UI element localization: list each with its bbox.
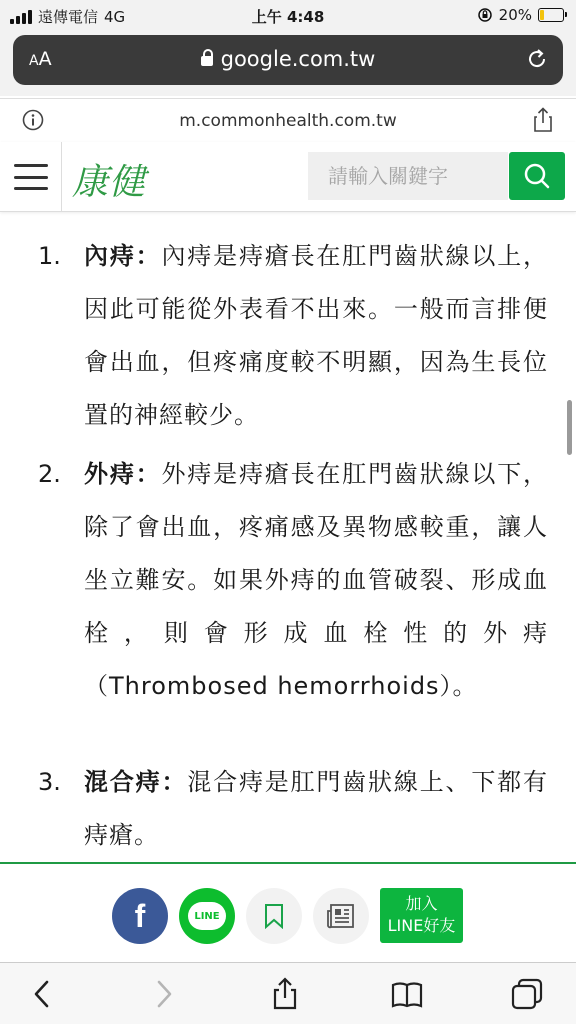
facebook-icon: f	[134, 897, 146, 934]
network-type: 4G	[104, 7, 126, 26]
list-item	[38, 230, 548, 442]
list-body: 內痔是痔瘡長在肛門齒狀線以上，因此可能從外表看不出來。一般而言排便會出血，但疼痛度較不明顯，因為生長位置的神經較少。	[84, 242, 549, 429]
list-number: 1.	[38, 242, 61, 270]
clock: 上午 4:48	[251, 8, 325, 26]
list-term: 外痔：	[84, 460, 162, 488]
lock-icon	[201, 56, 213, 66]
add-line-friend-button[interactable]	[380, 888, 463, 943]
back-icon[interactable]	[26, 977, 60, 1011]
search-input[interactable]	[308, 152, 508, 200]
forward-icon[interactable]	[146, 977, 180, 1011]
share-bar	[0, 862, 576, 962]
bookmark-icon	[263, 903, 285, 929]
battery-icon	[538, 8, 564, 22]
status-bar	[0, 0, 576, 32]
list-text	[84, 756, 548, 862]
carrier-name: 遠傳電信	[38, 8, 99, 26]
add-line-label-top: 加入	[405, 894, 438, 913]
add-line-label-bottom: LINE好友	[387, 916, 456, 935]
orientation-lock-icon	[477, 7, 493, 23]
line-share-button[interactable]	[179, 888, 235, 944]
share-icon[interactable]	[532, 107, 554, 133]
address-bar[interactable]	[13, 35, 563, 85]
facebook-share-button[interactable]	[112, 888, 168, 944]
share-sheet-icon[interactable]	[268, 977, 302, 1011]
list-term: 內痔：	[84, 242, 162, 270]
browser-address-area	[0, 32, 576, 96]
site-domain: m.commonhealth.com.tw	[179, 111, 397, 131]
url-display[interactable]	[13, 47, 563, 71]
header-divider	[61, 142, 62, 212]
newspaper-icon	[326, 903, 356, 929]
list-body: 外痔是痔瘡長在肛門齒狀線以下，除了會出血，疼痛感及異物感較重，讓人坐立難安。如果外痔的血管破裂、形成血栓，則會形成血栓性的外痔（Thrombosed hemorrhoids）。	[84, 460, 549, 700]
reload-icon[interactable]	[525, 47, 549, 71]
list-text	[84, 230, 548, 442]
list-body: 混合痔是肛門齒狀線上、下都有痔瘡。	[84, 768, 549, 849]
list-term: 混合痔：	[84, 768, 188, 796]
tabs-icon[interactable]	[510, 977, 544, 1011]
list-number: 3.	[38, 768, 61, 796]
bookmark-button[interactable]	[246, 888, 302, 944]
list-number: 2.	[38, 460, 61, 488]
menu-icon[interactable]	[14, 164, 48, 190]
site-logo[interactable]: 康健	[72, 162, 147, 203]
bookmarks-icon[interactable]	[390, 977, 424, 1011]
list-item	[38, 756, 548, 862]
battery-percent: 20%	[498, 6, 532, 24]
site-info-row	[0, 98, 576, 142]
browser-toolbar	[0, 962, 576, 1024]
site-header	[0, 142, 576, 212]
battery-info	[477, 6, 564, 24]
list-text	[84, 448, 548, 713]
reader-settings-button[interactable]: AA	[29, 48, 52, 70]
url-text: google.com.tw	[220, 47, 376, 71]
line-icon: LINE	[188, 902, 226, 930]
search-icon	[523, 162, 551, 190]
list-item	[38, 448, 548, 713]
scrollbar[interactable]	[567, 400, 572, 455]
newsletter-button[interactable]	[313, 888, 369, 944]
search-button[interactable]	[509, 152, 565, 200]
